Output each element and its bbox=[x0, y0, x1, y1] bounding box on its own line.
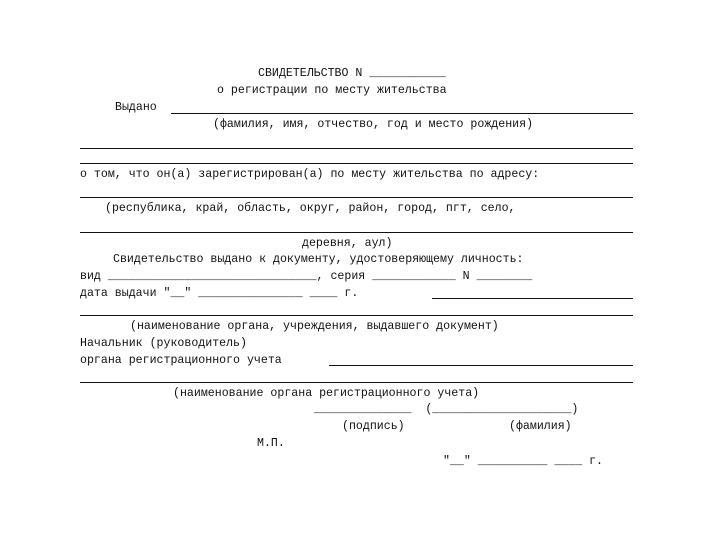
registry-field-line-1[interactable] bbox=[329, 365, 633, 366]
registry-hint: (наименование органа регистрационного учета) bbox=[173, 387, 480, 400]
registered-text: о том, что он(а) зарегистрирован(а) по месту жительства по адресу: bbox=[80, 168, 540, 181]
document-text: Свидетельство выдано к документу, удостоверяющему личность: bbox=[113, 253, 524, 266]
certificate-subtitle: о регистрации по месту жительства bbox=[217, 84, 447, 97]
final-date: "__" __________ ____ г. bbox=[443, 455, 604, 468]
issued-to-label: Выдано bbox=[115, 101, 157, 114]
chief-line-1: Начальник (руководитель) bbox=[80, 337, 247, 350]
surname-hint: (фамилия) bbox=[509, 420, 572, 433]
signature-hint: (подпись) bbox=[342, 420, 405, 433]
issued-to-field[interactable] bbox=[171, 113, 633, 114]
signature-line: ______________ (____________________) bbox=[314, 403, 579, 416]
issued-to-hint: (фамилия, имя, отчество, год и место рождения) bbox=[213, 118, 534, 131]
chief-line-2: органа регистрационного учета bbox=[80, 354, 282, 367]
issue-date-line: дата выдачи "__" _______________ ____ г. bbox=[80, 287, 359, 300]
document-line: вид ______________________________, серия ____________ N ________ bbox=[80, 270, 533, 283]
address-hint-1: (республика, край, область, округ, район, город, пгт, село, bbox=[105, 202, 516, 215]
issue-date-extra-field[interactable] bbox=[432, 298, 633, 299]
certificate-title: СВИДЕТЕЛЬСТВО N ___________ bbox=[258, 67, 446, 80]
address-field-line-2[interactable] bbox=[80, 232, 633, 233]
issuer-field[interactable] bbox=[80, 315, 633, 316]
address-hint-2: деревня, аул) bbox=[302, 237, 393, 250]
registry-field-line-2[interactable] bbox=[80, 382, 633, 383]
address-field-line-1[interactable] bbox=[80, 197, 633, 198]
seal-mark: М.П. bbox=[257, 437, 285, 450]
issued-to-field-line-3[interactable] bbox=[80, 163, 633, 164]
issued-to-field-line-2[interactable] bbox=[80, 148, 633, 149]
issuer-hint: (наименование органа, учреждения, выдавшего документ) bbox=[130, 320, 499, 333]
